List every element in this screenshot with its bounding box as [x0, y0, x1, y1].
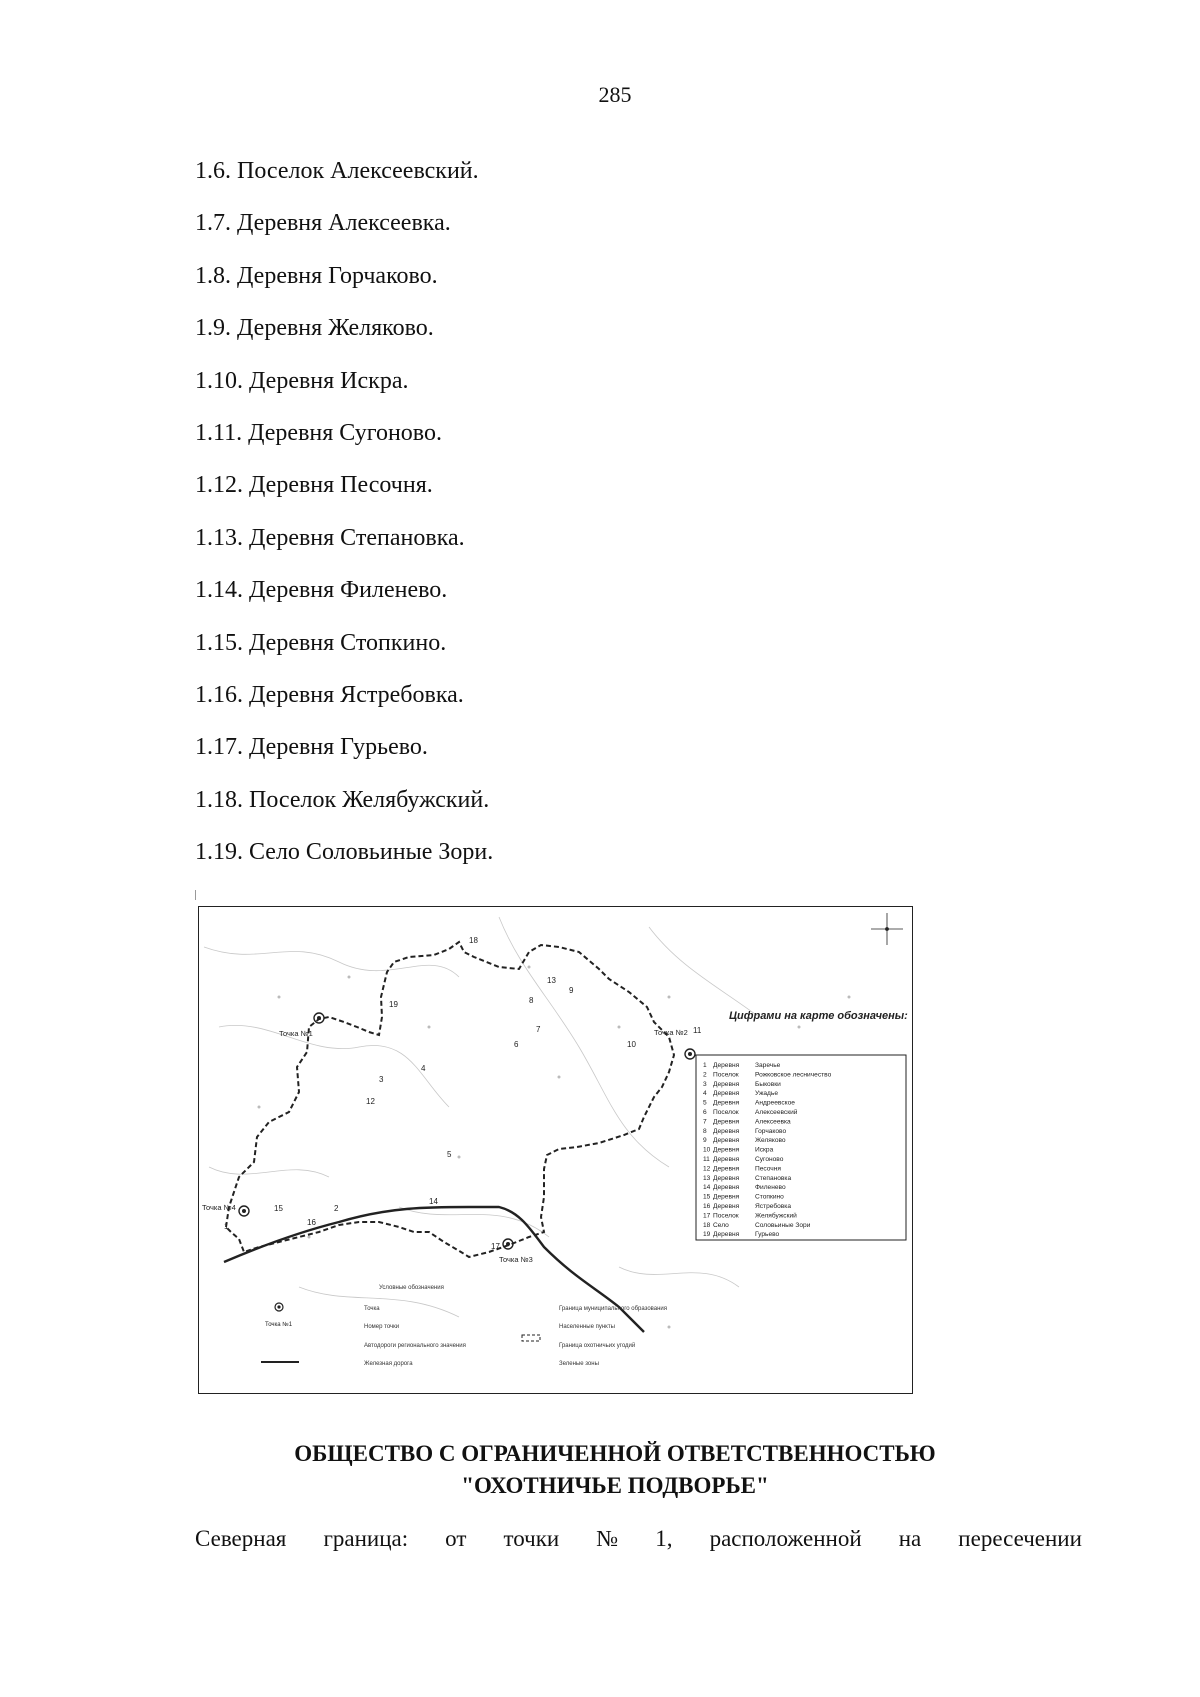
legend-kind: Поселок — [713, 1071, 739, 1079]
legend-kind: Деревня — [713, 1203, 740, 1210]
list-item: 1.7. Деревня Алексеевка. — [195, 210, 451, 237]
point-label: Точка №2 — [654, 1028, 688, 1037]
conventions-boundary-symbol — [522, 1335, 540, 1341]
railway — [224, 1207, 644, 1332]
map-number: 11 — [693, 1026, 702, 1035]
legend-name: Филенево — [755, 1184, 786, 1192]
body-word: граница: — [323, 1526, 409, 1551]
body-word: № — [596, 1526, 619, 1551]
hunting-grounds-map — [198, 906, 913, 1394]
list-item: 1.17. Деревня Гурьево. — [195, 734, 428, 761]
map-number: 1 — [224, 1222, 229, 1231]
body-text-line — [195, 1526, 1082, 1552]
legend-kind: Деревня — [713, 1090, 740, 1098]
list-item: 1.12. Деревня Песочня. — [195, 472, 433, 499]
legend-num: 11 — [703, 1156, 710, 1163]
map-svg — [199, 907, 913, 1394]
legend-name: Степановка — [755, 1174, 792, 1182]
conventions-point-label: Точка №1 — [265, 1322, 293, 1328]
legend-kind: Деревня — [713, 1127, 740, 1135]
legend-name: Искра — [755, 1146, 774, 1154]
legend-kind: Поселок — [713, 1212, 739, 1220]
legend-num: 14 — [703, 1184, 711, 1192]
conventions-title: Условные обозначения — [379, 1285, 444, 1291]
legend-kind: Село — [713, 1221, 729, 1229]
legend-num: 19 — [703, 1231, 711, 1239]
body-word: от — [445, 1526, 467, 1551]
map-number: 16 — [307, 1218, 316, 1227]
map-number: 5 — [447, 1150, 452, 1159]
heading-line: ОБЩЕСТВО С ОГРАНИЧЕННОЙ ОТВЕТСТВЕННОСТЬЮ — [294, 1441, 936, 1466]
legend-num: 2 — [703, 1071, 707, 1079]
legend-kind: Деревня — [713, 1099, 740, 1107]
boundary-point-4 — [239, 1206, 249, 1216]
legend-num: 17 — [703, 1212, 711, 1220]
legend-num: 7 — [703, 1118, 707, 1126]
legend-name: Ястребовка — [755, 1203, 791, 1210]
legend-num: 6 — [703, 1109, 707, 1116]
map-number: 17 — [491, 1242, 500, 1251]
page-number: 285 — [598, 82, 632, 107]
list-item: 1.19. Село Соловьиные Зори. — [195, 839, 494, 866]
legend-kind: Поселок — [713, 1109, 739, 1116]
legend-name: Желябужский — [755, 1212, 797, 1220]
list-item: 1.11. Деревня Сугоново. — [195, 419, 442, 446]
conventions-item: Граница охотничьих угодий — [559, 1343, 636, 1349]
legend-kind: Деревня — [713, 1156, 740, 1163]
conventions-item: Автодороги регионального значения — [364, 1343, 466, 1349]
legend-kind: Деревня — [713, 1174, 740, 1182]
map-number: 18 — [469, 936, 478, 945]
list-item: 1.13. Деревня Степановка. — [195, 524, 465, 551]
hunting-grounds-boundary — [226, 942, 674, 1257]
settlement-list — [195, 156, 493, 889]
body-word: на — [898, 1526, 922, 1551]
list-item: 1.15. Деревня Стопкино. — [195, 629, 447, 656]
legend-name: Алексеевский — [755, 1109, 798, 1116]
map-number: 8 — [529, 996, 534, 1005]
boundary-point-1 — [314, 1013, 324, 1023]
legend-kind: Деревня — [713, 1080, 740, 1088]
scan-mark — [195, 890, 196, 900]
legend-name: Желяково — [755, 1137, 786, 1145]
legend-kind: Деревня — [713, 1062, 740, 1069]
map-number: 6 — [514, 1040, 519, 1049]
list-item: 1.6. Поселок Алексеевский. — [195, 158, 479, 184]
map-number: 4 — [421, 1064, 426, 1073]
conventions-item: Населенные пункты — [559, 1324, 615, 1330]
legend-name: Горчаково — [755, 1127, 787, 1135]
legend-num: 3 — [703, 1080, 707, 1088]
legend-kind: Деревня — [713, 1231, 740, 1239]
legend-kind: Деревня — [713, 1184, 740, 1192]
legend-num: 18 — [703, 1221, 711, 1229]
list-item: 1.16. Деревня Ястребовка. — [195, 681, 464, 708]
legend-num: 15 — [703, 1193, 711, 1201]
map-number: 19 — [389, 1000, 398, 1009]
map-number: 12 — [366, 1097, 375, 1106]
legend-title: Цифрами на карте обозначены: — [729, 1010, 908, 1022]
conventions-item: Номер точки — [364, 1324, 400, 1330]
boundary-point-2 — [685, 1049, 695, 1059]
legend-name: Стопкино — [755, 1193, 784, 1201]
legend-kind: Деревня — [713, 1146, 740, 1154]
legend-num: 10 — [703, 1146, 711, 1154]
legend-num: 12 — [703, 1165, 711, 1173]
legend-name: Ужадье — [755, 1090, 778, 1098]
point-label: Точка №1 — [279, 1029, 313, 1038]
legend-num: 9 — [703, 1137, 707, 1145]
list-item: 1.9. Деревня Желяково. — [195, 315, 434, 342]
legend-num: 4 — [703, 1090, 707, 1098]
body-word: 1, — [655, 1526, 673, 1551]
legend-name: Быковки — [755, 1080, 781, 1088]
legend-num: 5 — [703, 1099, 707, 1107]
legend-name: Гурьево — [755, 1231, 780, 1239]
legend-name: Алексеевка — [755, 1118, 791, 1126]
map-number: 9 — [569, 986, 574, 995]
conventions-item: Железная дорога — [364, 1361, 413, 1367]
legend-num: 13 — [703, 1174, 711, 1182]
conventions-item: Зеленые зоны — [559, 1361, 599, 1367]
map-number: 3 — [379, 1075, 384, 1084]
legend-kind: Деревня — [713, 1165, 740, 1173]
legend-name: Соловьиные Зори — [755, 1221, 811, 1229]
legend-num: 1 — [703, 1062, 707, 1069]
map-number: 14 — [429, 1197, 438, 1206]
legend-name: Рожковское лесничество — [755, 1071, 832, 1079]
body-word: Северная — [195, 1526, 287, 1551]
list-item: 1.10. Деревня Искра. — [195, 367, 409, 394]
legend-kind: Деревня — [713, 1118, 740, 1126]
point-label: Точка №3 — [499, 1255, 533, 1264]
legend-name: Заречье — [755, 1062, 781, 1069]
legend-name: Песочня — [755, 1165, 781, 1173]
legend-num: 8 — [703, 1127, 707, 1135]
list-item: 1.18. Поселок Желябужский. — [195, 786, 490, 813]
svg-text:Цифрами на карте обозначены: — [729, 1010, 908, 1022]
point-label: Точка №4 — [202, 1203, 236, 1212]
legend-num: 16 — [703, 1203, 711, 1210]
list-item: 1.8. Деревня Горчаково. — [195, 262, 438, 289]
compass-icon — [871, 913, 903, 945]
conventions-point-symbol — [275, 1303, 283, 1311]
legend-kind: Деревня — [713, 1137, 740, 1145]
map-number: 2 — [334, 1204, 339, 1213]
conventions-item: Точка — [364, 1306, 380, 1312]
map-number: 15 — [274, 1204, 283, 1213]
heading-line: "ОХОТНИЧЬЕ ПОДВОРЬЕ" — [461, 1473, 769, 1498]
body-word: расположенной — [709, 1526, 862, 1551]
map-number: 13 — [547, 976, 556, 985]
organization-heading — [0, 1438, 1200, 1502]
boundary-point-3 — [503, 1239, 513, 1249]
body-word: точки — [503, 1526, 560, 1551]
list-item: 1.14. Деревня Филенево. — [195, 577, 448, 604]
body-word: пересечении — [958, 1526, 1082, 1551]
legend-name: Сугоново — [755, 1156, 784, 1163]
legend-name: Андреевское — [755, 1099, 795, 1107]
conventions-item: Граница муниципального образования — [559, 1306, 668, 1312]
map-number: 7 — [536, 1025, 541, 1034]
legend-kind: Деревня — [713, 1193, 740, 1201]
map-number: 10 — [627, 1040, 636, 1049]
